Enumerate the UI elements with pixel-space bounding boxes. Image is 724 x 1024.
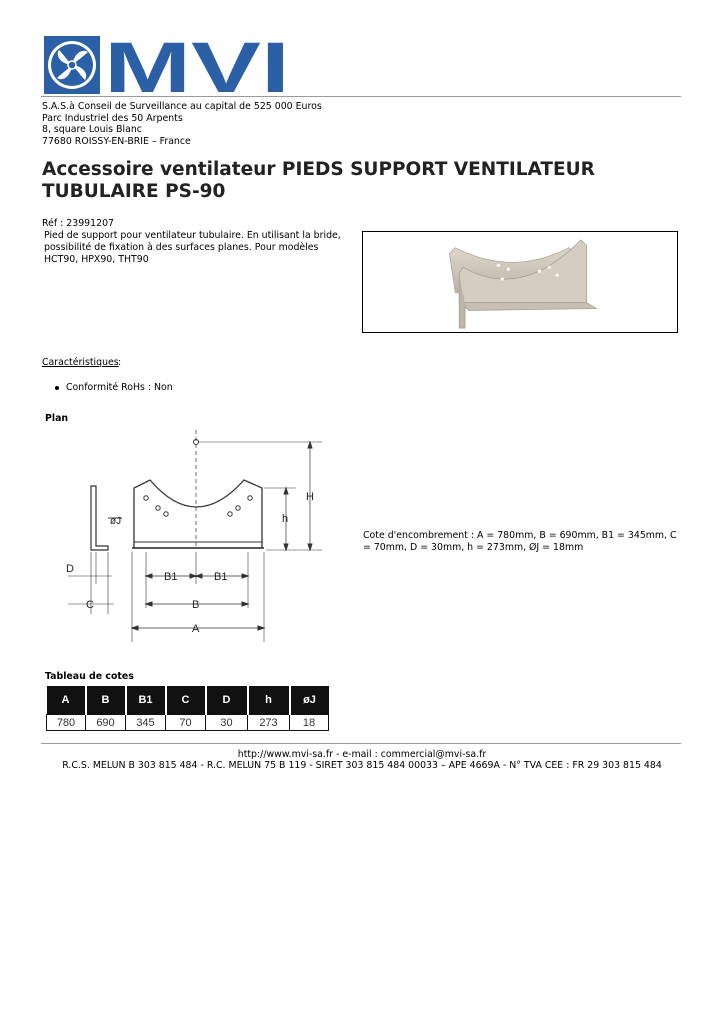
product-photo — [362, 231, 678, 333]
address-line: 8, square Louis Blanc — [42, 124, 142, 136]
product-title: Accessoire ventilateur PIEDS SUPPORT VENTILATEUR TUBULAIRE PS-90 — [42, 159, 595, 202]
footer-legal: R.C.S. MELUN B 303 815 484 - R.C. MELUN 75 B 119 - SIRET 303 815 484 00033 – APE 4669A - N° TVA CEE : FR 29 303 815 484 — [62, 760, 662, 771]
characteristic-item: Conformité RoHs : Non — [66, 382, 173, 393]
dim-label-A: A — [192, 623, 200, 635]
technical-drawing — [60, 428, 330, 648]
table-cell: 780 — [47, 715, 86, 731]
footer-contact: http://www.mvi-sa.fr - e-mail : commercial@mvi-sa.fr — [237, 749, 487, 760]
table-header-cell: B1 — [126, 686, 166, 715]
table-header-cell: øJ — [290, 686, 329, 715]
address-line: 77680 ROISSY-EN-BRIE – France — [42, 135, 191, 147]
dim-label-B: B — [192, 599, 200, 611]
table-cell: 18 — [290, 715, 329, 731]
plan-heading: Plan — [45, 413, 69, 424]
header-divider — [41, 96, 681, 97]
overall-dimensions: Cote d'encombrement : A = 780mm, B = 690mm, B1 = 345mm, C = 70mm, D = 30mm, h = 273mm, ØJ = 18mm — [363, 530, 677, 553]
company-address — [42, 101, 322, 147]
dim-label-B1-right: B1 — [214, 571, 228, 583]
dim-label-H: H — [306, 491, 314, 503]
product-description: Pied de support pour ventilateur tubulaire. En utilisant la bride, possibilité de fixation à des surfaces planes. Pour modèles HCT90, HPX90, THT90 — [44, 230, 341, 265]
dim-label-oj: øJ — [110, 516, 122, 527]
characteristics-colon: : — [118, 357, 122, 368]
table-header-cell: B — [86, 686, 126, 715]
table-cell: 345 — [126, 715, 166, 731]
dim-label-B1-left: B1 — [164, 571, 178, 583]
footer-divider — [41, 743, 681, 744]
dim-label-h: h — [282, 513, 289, 525]
fan-icon — [44, 36, 100, 94]
dim-label-D: D — [66, 563, 74, 575]
table-cell: 690 — [86, 715, 126, 731]
table-header-cell: D — [206, 686, 248, 715]
address-line: Parc Industriel des 50 Arpents — [42, 112, 183, 124]
table-heading: Tableau de cotes — [45, 671, 134, 682]
table-row — [47, 715, 329, 731]
dimensions-table — [46, 686, 329, 731]
logo-text: MVI — [104, 36, 290, 94]
table-header-cell: h — [248, 686, 290, 715]
characteristics-label: Caractéristiques — [42, 357, 119, 368]
table-cell: 70 — [166, 715, 206, 731]
dim-label-C: C — [86, 599, 94, 611]
address-line: S.A.S.à Conseil de Surveillance au capital de 525 000 Euros — [42, 101, 322, 112]
mvi-logo — [44, 36, 292, 94]
table-cell: 30 — [206, 715, 248, 731]
table-cell: 273 — [248, 715, 290, 731]
product-ref: Réf : 23991207 — [42, 218, 114, 229]
table-header-cell: A — [47, 686, 86, 715]
table-header-cell: C — [166, 686, 206, 715]
table-header-row — [47, 686, 329, 715]
